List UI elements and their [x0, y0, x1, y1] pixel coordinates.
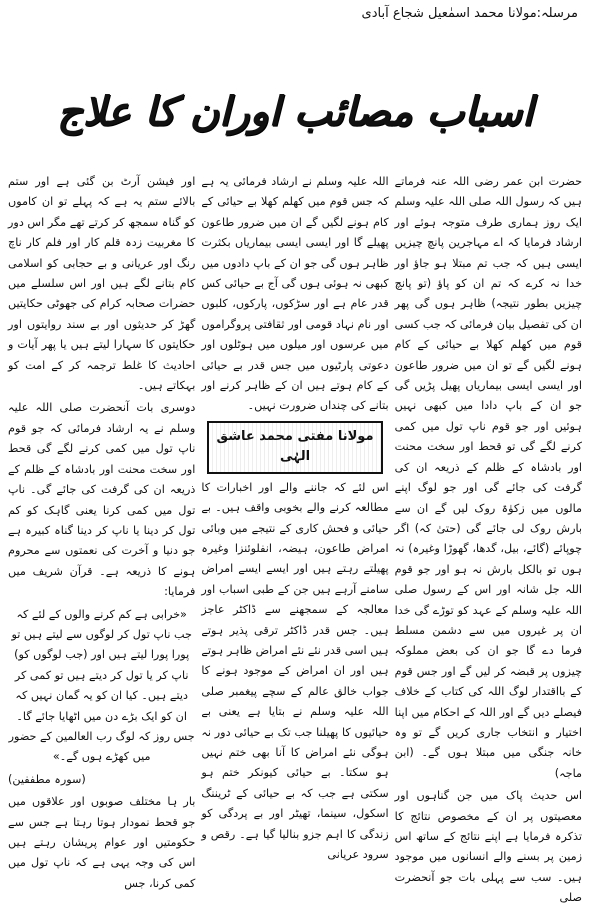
article-columns: [8, 172, 582, 905]
paragraph: اس حدیث پاک میں جن گناہوں اور معصیتوں پر ان کے مخصوص نتائج کا تذکرہ فرمایا ہے اپنے نتائج کے ساتھ اس زمین پر بسنے والے انسانوں میں موجود ہیں۔ سب سے پہلی بات جو آنحضرت صلی: [394, 789, 582, 905]
title-block: [0, 88, 590, 150]
paragraph: اللہ علیہ وسلم نے ارشاد فرمائی یہ ہے کہ جس قوم میں کھلم کھلا بے حیائی کے کام ہونے لگیں گے ان میں ضرور طاعون پھیلے گا اور ایسی ایسی بیماریاں بکثرت ظاہر ہوں گی جو ان کے باپ دادوں میں کبھی نہ ہوئی ہوں گی آج بے حیائی کس قدر عام ہے اور سڑکوں، پارکوں، کلبوں اور نام نہاد قومی اور ثقافتی پروگراموں میں عرسوں اور میلوں میں ہوٹلوں اور دعوتی پارٹیوں میں جس قدر بے حیائی کے کام ہوتے ہیں ان کے ظاہر کرنے اور بتانے کی چنداں ضرورت نہیں۔: [201, 175, 389, 413]
author-byline: مولانا مفتی محمد عاشق الہٰی: [207, 421, 382, 474]
paragraph: دوسری بات آنحضرت صلی اللہ علیہ وسلم نے یہ ارشاد فرمائی کہ جو قوم ناپ تول میں کمی کرنے لگے گی قحط اور سخت محنت اور بادشاہ کے ظلم کے ذریعہ ان کی گرفت کی جائے گی۔ ناپ تول میں کمی کرنا یعنی گاہک کو کم تول کر دینا یا ناپ کر دینا گناہ کبیرہ ہے جو دنیا و آخرت کی نعمتوں سے محروم ہونے کا ذریعہ ہے۔ قرآن شریف میں فرمایا:: [8, 401, 196, 599]
quran-verse: «خرابی ہے کم کرنے والوں کے لئے کہ جب ناپ تول کر لوگوں سے لیتے ہیں تو پورا پورا لیتے ہیں اور (جب لوگوں کو) ناپ کر یا تول کر دیتے ہیں تو کمی کر دیتے ہیں۔ کیا ان کو یہ گمان نہیں کہ ان کو ایک بڑے دن میں اٹھایا جائے گا۔ جس روز کہ لوگ رب العالمین کے حضور میں کھڑے ہوں گے۔»: [8, 607, 195, 764]
verse-reference: (سورہ مطففین): [8, 772, 86, 786]
column-middle: [201, 172, 389, 861]
paragraph: حضرت ابن عمر رضی اللہ عنہ فرماتے ہیں کہ رسول اللہ صلی اللہ علیہ وسلم ایک روز ہماری طرف متوجہ ہوئے اور ارشاد فرمایا کہ اے مہاجرین پانچ چیزیں ایسی ہیں کہ جب تم مبتلا ہو جاؤ اور خدا نہ کرے کہ تم ان کو پاؤ (تو پانچ چیزیں بطور نتیجہ) ظاہر ہوں گی پھر ان کی تفصیل بیان فرمائی کہ جب کسی قوم میں کھلم کھلا بے حیائی کے کام ہونے لگیں گے تو ان میں ضرور طاعون اور ایسی ایسی بیماریاں پھیل پڑیں گی جو ان کے باپ دادا میں کبھی نہیں ہوئیں اور جو قوم ناپ تول میں کمی کرنے لگے گی تو قحط اور سخت محنت اور بادشاہ کے ظلم کے ذریعہ ان کی گرفت کی جائے گی اور جو لوگ اپنے مالوں میں زکوٰۃ روک لیں گے ان سے بارش روک لی جائے گی (حتیٰ کہ) اگر چوپائے (گائے، بیل، گدھا، گھوڑا وغیرہ) نہ ہوں تو بالکل بارش نہ ہو اور جو قوم اللہ جل شانہ اور اس کے رسول صلی اللہ علیہ وسلم کے عہد کو توڑے گی خدا ان پر غیروں میں سے دشمن مسلط فرما دے گا جو ان کی بعض مملوکہ چیزوں پر قبضہ کر لیں گے اور جس قوم کے بااقتدار لوگ اللہ کی کتاب کے خلاف فیصلے دیں گے اور اللہ کے احکام میں اپنا اختیار و انتخاب جاری کریں گے تو وہ خانہ جنگی میں مبتلا ہوں گے۔ (ابن ماجہ): [394, 175, 582, 780]
column-left: [8, 172, 196, 890]
paragraph: اس لئے کہ جاننے والے اور اخبارات کا مطالعہ کرنے والے بخوبی واقف ہیں۔ بے حیائی و فحش کاری کے نتیجے میں وبائی امراض طاعون، ہیضہ، انفلوئنزا وغیرہ پھیلتے رہتے ہیں اور ایسے ایسے امراض سامنے آرہے ہیں جن کے طبی اسباب اور معالجہ کے سمجھنے سے ڈاکٹر عاجز ہیں۔ جس قدر ڈاکٹر ترقی پذیر ہوتے ہیں اسی قدر نئے نئے امراض ظاہر ہوتے ہیں اور ان امراض کے موجود ہونے کا جواب خالق عالم کے سچے پیغمبر صلی اللہ علیہ وسلم نے بتایا ہے یعنی بے حیائیوں کا پھیلنا جب تک بے حیائی دور نہ ہوگی نئے امراض کا آنا بھی ختم نہیں ہو سکتا۔ بے حیائی کیونکر ختم ہو سکتی ہے جب کہ بے حیائی کے ٹریننگ اسکول، سینما، تھیٹر اور بے پردگی کو زندگی کا اہم جزو بنالیا گیا ہے۔ رقص و سرود عریانی: [201, 480, 389, 861]
article-title: اسباب مصائب اوران کا علاج: [57, 88, 533, 135]
column-right: [394, 172, 582, 905]
paragraph: بار ہا مختلف صوبوں اور علاقوں میں جو قحط نمودار ہوتا رہتا ہے جس سے حکومتیں اور عوام پریشان رہتے ہیں اس کی وجہ یہی ہے کہ ناپ تول میں کمی کرنا، جس: [8, 795, 196, 890]
paragraph: اور فیشن آرٹ بن گئی ہے اور ستم بالائے ستم یہ ہے کہ پہلے تو ان کاموں کو گناہ سمجھ کر کرتے تھے مگر اس دور کا مغربیت زدہ قلم کار اور فلم کار ناچ رنگ اور عریانی و بے حجابی کو اسلامی کام بتانے لگے ہیں اور اس سلسلے میں حضرات صحابہ کرام کی جھوٹی حکایتیں گھڑ کر حدیثوں اور بے سند روایتوں اور حکایتوں کا سہارا لیتے ہیں یا پھر آیات و احادیث کا غلط ترجمہ کر کے امت کو بہکاتے ہیں۔: [8, 175, 196, 393]
header-credit: مرسلہ:مولانا محمد اسمٰعیل شجاع آبادی: [361, 6, 578, 21]
